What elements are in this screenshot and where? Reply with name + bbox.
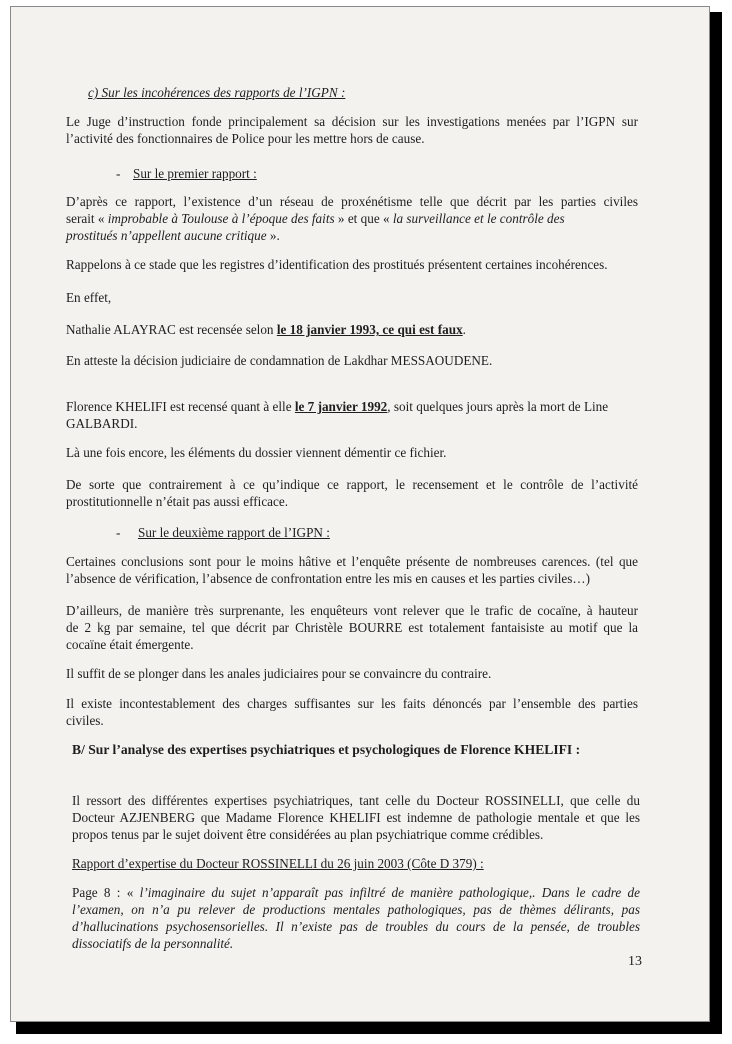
deuxieme-rapport-dash: - xyxy=(116,525,121,540)
rossinelli-quote-line3: d’hallucinations psychosensorielles. Il n’existe pas de troubles du cours de la pensée, de troubles xyxy=(72,919,640,934)
premier-rapport-p6-line2: GALBARDI. xyxy=(66,416,138,431)
section-b-p1-line3: propos tenus par le sujet doivent être considérées au plan psychiatrique comme crédibles. xyxy=(72,827,544,842)
section-c-intro-line1: Le Juge d’instruction fonde principalement sa décision sur les investigations menées par l’IGPN sur xyxy=(66,114,638,129)
deuxieme-rapport-p4-line2: civiles. xyxy=(66,713,104,728)
deuxieme-rapport-p2-line2: de 2 kg par semaine, tel que décrit par Christèle BOURRE est totalement fantaisiste au motif que la xyxy=(66,620,638,635)
premier-rapport-p3: En effet, xyxy=(66,290,112,305)
premier-rapport-p8-line1: De sorte que contrairement à ce qu’indique ce rapport, le recensement et le contrôle de l’activité xyxy=(66,477,638,492)
section-c-intro-line2: l’activité des fonctionnaires de Police pour les mettre hors de cause. xyxy=(66,131,425,146)
section-c-heading: c) Sur les incohérences des rapports de l’IGPN : xyxy=(88,85,346,100)
section-b-p1-line2: Docteur AZJENBERG que Madame Florence KHELIFI est indemne de pathologie mentale et que les xyxy=(72,810,640,825)
premier-rapport-heading: Sur le premier rapport : xyxy=(133,166,257,181)
premier-rapport-p2: Rappelons à ce stade que les registres d’identification des prostitués présentent certaines incohérences. xyxy=(66,257,608,272)
page-shadow-right xyxy=(710,12,722,1034)
deuxieme-rapport-p2-line1: D’ailleurs, de manière très surprenante, les enquêteurs vont relever que le trafic de cocaïne, à hauteur xyxy=(66,603,638,618)
section-b-p1-line1: Il ressort des différentes expertises psychiatriques, tant celle du Docteur ROSSINELLI, que celle du xyxy=(72,793,640,808)
rossinelli-quote-line4: dissociatifs de la personnalité. xyxy=(72,936,234,951)
deuxieme-rapport-p4-line1: Il existe incontestablement des charges suffisantes sur les faits dénoncés par l’ensemble des parties xyxy=(66,696,638,711)
deuxieme-rapport-p1-line1: Certaines conclusions sont pour le moins hâtive et l’enquête présente de nombreuses carences. (tel que xyxy=(66,554,638,569)
premier-rapport-p1-line2: serait « improbable à Toulouse à l’époque des faits » et que « la surveillance et le contrôle des xyxy=(66,211,565,226)
premier-rapport-p1-line1: D’après ce rapport, l’existence d’un réseau de proxénétisme telle que décrit par les parties civiles xyxy=(66,194,638,209)
page-shadow-bottom xyxy=(16,1022,722,1034)
deuxieme-rapport-heading: Sur le deuxième rapport de l’IGPN : xyxy=(138,525,330,540)
deuxieme-rapport-p3: Il suffit de se plonger dans les anales judiciaires pour se convaincre du contraire. xyxy=(66,666,492,681)
rossinelli-rapport-heading: Rapport d’expertise du Docteur ROSSINELLI du 26 juin 2003 (Côte D 379) : xyxy=(72,856,484,871)
deuxieme-rapport-p2-line3: cocaïne était émergente. xyxy=(66,637,194,652)
premier-rapport-dash: - xyxy=(116,166,121,181)
premier-rapport-p1-line3: prostitués n’appellent aucune critique ». xyxy=(66,228,280,243)
premier-rapport-p7: Là une fois encore, les éléments du dossier viennent démentir ce fichier. xyxy=(66,445,447,460)
premier-rapport-p6-line1: Florence KHELIFI est recensé quant à elle le 7 janvier 1992, soit quelques jours après la mort de Line xyxy=(66,399,609,414)
page-number: 13 xyxy=(628,954,642,969)
deuxieme-rapport-p1-line2: l’absence de vérification, l’absence de confrontation entre les mis en causes et les parties civiles…) xyxy=(66,571,590,586)
premier-rapport-p8-line2: prostitutionnelle n’était pas aussi efficace. xyxy=(66,494,289,509)
rossinelli-quote-line1: Page 8 : « l’imaginaire du sujet n’apparaît pas infiltré de manière pathologique,. Dans le cadre de xyxy=(72,885,640,900)
rossinelli-quote-line2: l’examen, on n’a pu relever de productions mentales pathologiques, pas de thèmes délirants, pas xyxy=(72,902,640,917)
premier-rapport-p4: Nathalie ALAYRAC est recensée selon le 18 janvier 1993, ce qui est faux. xyxy=(66,322,466,337)
section-b-heading: B/ Sur l’analyse des expertises psychiatriques et psychologiques de Florence KHELIFI : xyxy=(72,742,581,757)
premier-rapport-p5: En atteste la décision judiciaire de condamnation de Lakdhar MESSAOUDENE. xyxy=(66,353,493,368)
